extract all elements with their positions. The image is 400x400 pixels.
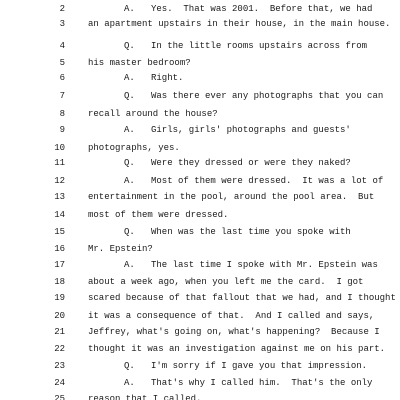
line-number: 20 — [54, 311, 65, 321]
line-text: most of them were dressed. — [88, 210, 229, 220]
transcript-line — [0, 208, 400, 223]
line-number: 18 — [54, 277, 65, 287]
line-number: 5 — [59, 58, 65, 68]
transcript-line — [0, 107, 400, 122]
transcript-line — [0, 89, 400, 104]
line-text: scared because of that fallout that we had, and I thought — [88, 293, 396, 303]
line-number: 3 — [59, 19, 65, 29]
transcript-line — [0, 141, 400, 156]
transcript-line — [0, 2, 400, 17]
line-text: A. Most of them were dressed. It was a lot of — [124, 176, 384, 186]
line-text: Mr. Epstein? — [88, 244, 153, 254]
line-text: an apartment upstairs in their house, in the main house. — [88, 19, 391, 29]
line-number: 8 — [59, 109, 65, 119]
line-text: Q. Was there ever any photographs that you can — [124, 91, 384, 101]
transcript-line — [0, 376, 400, 391]
transcript-line — [0, 123, 400, 138]
transcript-line — [0, 190, 400, 205]
transcript-line — [0, 174, 400, 189]
line-number: 12 — [54, 176, 65, 186]
line-number: 9 — [59, 125, 65, 135]
transcript-line — [0, 242, 400, 257]
transcript-line — [0, 56, 400, 71]
line-number: 17 — [54, 260, 65, 270]
line-number: 4 — [59, 41, 65, 51]
transcript-line — [0, 156, 400, 171]
line-number: 2 — [59, 4, 65, 14]
transcript-line — [0, 258, 400, 273]
line-number: 6 — [59, 73, 65, 83]
line-text: Jeffrey, what's going on, what's happening? Because I — [88, 327, 380, 337]
line-text: A. That's why I called him. That's the only — [124, 378, 373, 388]
transcript-line — [0, 17, 400, 32]
line-text: photographs, yes. — [88, 143, 180, 153]
line-number: 21 — [54, 327, 65, 337]
line-number: 24 — [54, 378, 65, 388]
line-text: thought it was an investigation against me on his part. — [88, 344, 386, 354]
line-number: 16 — [54, 244, 65, 254]
line-text: A. The last time I spoke with Mr. Epstein was — [124, 260, 378, 270]
transcript-line — [0, 291, 400, 306]
line-text: reason that I called. — [88, 394, 202, 400]
line-number: 11 — [54, 158, 65, 168]
line-text: entertainment in the pool, around the pool area. But — [88, 192, 375, 202]
line-number: 13 — [54, 192, 65, 202]
transcript-line — [0, 325, 400, 340]
line-number: 19 — [54, 293, 65, 303]
line-text: it was a consequence of that. And I called and says, — [88, 311, 375, 321]
line-number: 10 — [54, 143, 65, 153]
line-text: A. Girls, girls' photographs and guests' — [124, 125, 351, 135]
line-text: Q. I'm sorry if I gave you that impression. — [124, 361, 368, 371]
line-text: his master bedroom? — [88, 58, 191, 68]
line-text: Q. When was the last time you spoke with — [124, 227, 351, 237]
line-number: 14 — [54, 210, 65, 220]
transcript-line — [0, 359, 400, 374]
line-text: Q. Were they dressed or were they naked? — [124, 158, 351, 168]
line-text: about a week ago, when you left me the card. I got — [88, 277, 364, 287]
line-text: A. Right. — [124, 73, 184, 83]
transcript-line — [0, 71, 400, 86]
transcript-line — [0, 309, 400, 324]
transcript-line — [0, 39, 400, 54]
line-number: 15 — [54, 227, 65, 237]
line-number: 22 — [54, 344, 65, 354]
transcript-line — [0, 392, 400, 400]
line-text: A. Yes. That was 2001. Before that, we had — [124, 4, 373, 14]
transcript-line — [0, 342, 400, 357]
line-number: 7 — [59, 91, 65, 101]
line-text: Q. In the little rooms upstairs across from — [124, 41, 368, 51]
transcript-line — [0, 275, 400, 290]
line-text: recall around the house? — [88, 109, 218, 119]
line-number: 23 — [54, 361, 65, 371]
line-number: 25 — [54, 394, 65, 400]
transcript-line — [0, 225, 400, 240]
